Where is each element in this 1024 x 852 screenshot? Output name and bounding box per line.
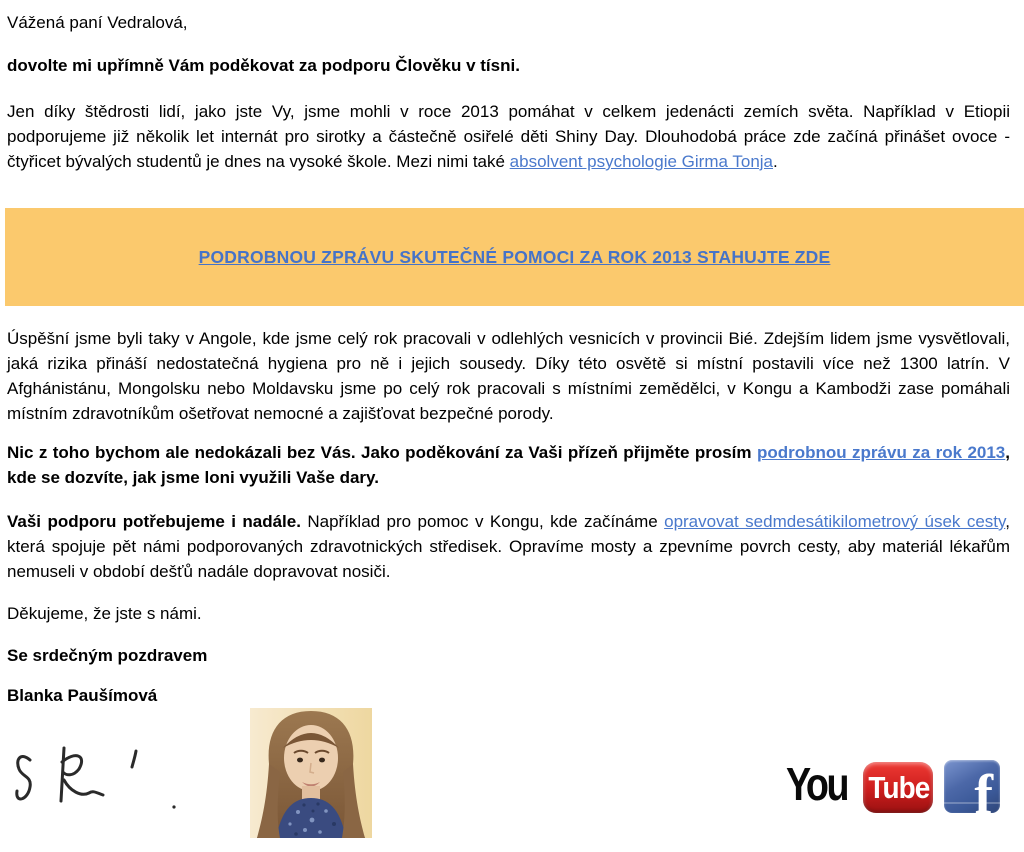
thanks-line: Děkujeme, že jste s námi. (7, 604, 202, 623)
link-annual-report-2013[interactable]: podrobnou zprávu za rok 2013 (756, 443, 1006, 462)
paragraph-bold-lead: Vaši podporu potřebujeme i nadále. (7, 512, 301, 531)
youtube-tube-badge (863, 762, 933, 813)
youtube-logo[interactable] (786, 760, 933, 813)
paragraph-text: , kde se dozvíte, jak jsme loni využili Vaše dary. (7, 443, 1010, 487)
paragraph-angola-countries: Úspěšní jsme byli taky v Angole, kde jsme celý rok pracovali v odlehlých vesnicích v provincii Bié. Zdejším lidem jsme vysvětlovali, jaká rizika přináší nedostatečná hygiena pro ně i jejich sousedy. Díky této osvětě si místní postavili více než 1300 latrín. V Afghánistánu, Mongolsku nebo Moldavsku jsme po celý rok pracovali s místními zemědělci, v Kongu a Kambodži zase pomáhali místním zdravotníkům ošetřovat nemocné a zajišťovat bezpečné porody. (7, 329, 1010, 423)
paragraph-future-support (7, 509, 1010, 584)
closing-line: Se srdečným pozdravem (7, 646, 208, 665)
report-download-link[interactable]: PODROBNOU ZPRÁVU SKUTEČNÉ POMOCI ZA ROK 2013 STAHUJTE ZDE (198, 246, 831, 267)
facebook-f-letter: f (974, 764, 993, 813)
link-girma-tonja[interactable]: absolvent psychologie Girma Tonja (509, 152, 774, 171)
paragraph-text: Jen díky štědrosti lidí, jako jste Vy, jsme mohli v roce 2013 pomáhat v celkem jedenácti zemích světa. Například v Etiopii podporujeme již několik let internát pro sirotky a částečně osiřelé děti Shiny Day. Dlouhodobá práce zde začíná přinášet ovoce - čtyřicet bývalých studentů je dnes na vysoké škole. Mezi nimi také (7, 102, 1010, 171)
paragraph-thank-you-report (7, 440, 1010, 490)
link-road-repair[interactable]: opravovat sedmdesátikilometrový úsek cesty (664, 512, 1006, 531)
paragraph-2013-support (7, 99, 1010, 174)
paragraph-text: , která spojuje pět námi podporovaných zdravotnických středisek. Opravíme mosty a zpevníme povrch cesty, aby materiál lékařům nemuseli v období dešťů nadále dopravovat nosiči. (7, 512, 1010, 581)
report-banner (5, 208, 1024, 306)
handwritten-signature-image (2, 738, 202, 820)
youtube-tube-text: Tube (867, 770, 929, 805)
facebook-logo[interactable] (944, 760, 1000, 813)
sender-portrait-photo (250, 708, 372, 838)
paragraph-text: Nic z toho bychom ale nedokázali bez Vás. Jako poděkování za Vaši přízeň přijměte prosím (7, 443, 757, 462)
sender-name: Blanka Paušímová (7, 686, 158, 705)
paragraph-text: Například pro pomoc v Kongu, kde začínáme (300, 512, 665, 531)
paragraph-text: . (773, 152, 778, 171)
youtube-you-text: You (786, 758, 848, 810)
greeting: Vážená paní Vedralová, (7, 13, 188, 32)
intro-thanks-line: dovolte mi upřímně Vám poděkovat za podporu Člověku v tísni. (7, 56, 520, 75)
